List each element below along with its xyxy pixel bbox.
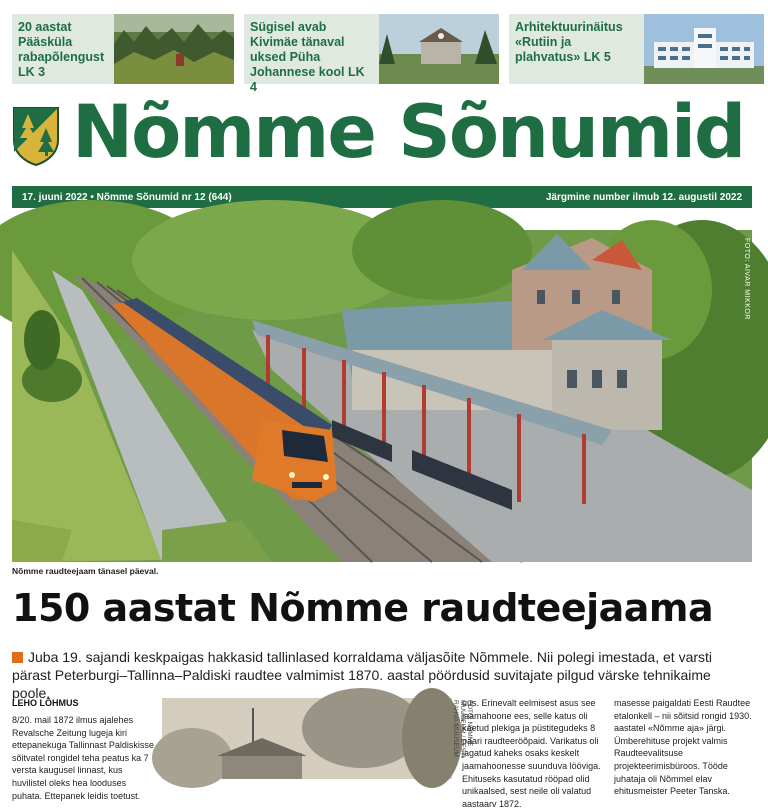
teaser-1[interactable] (12, 14, 234, 84)
teaser-strip (12, 14, 752, 94)
coat-of-arms-icon (12, 106, 60, 166)
teaser-1-text: 20 aastat Pääsküla rabapõlengust LK 3 (18, 20, 105, 79)
lede-marker-icon (12, 652, 23, 663)
masthead (12, 90, 752, 176)
photo-credit: FOTO: AIVAR MIKKOR (743, 238, 750, 320)
historic-photo-credit: FOTO: NÕMME MUUSEUM / EESTI RAHVA MUUSEUM (452, 700, 473, 758)
newspaper-title: Nõmme Sõnumid (72, 90, 745, 175)
teaser-2[interactable] (244, 14, 499, 94)
article-column-3: uus. Erinevalt eelmisest asus see jaamahoone ees, selle katus oli kaetud plekiga ja püstitegudeks 8 paari raudteeröõpaid. Varikatus oli jagatud kaheks osaks keskelt jaamahoonesse suunduva lööviga. Ehituseks kasutatud rööpad olid unikaalsed, sest neile oli valatud aastaarv 1872. (462, 698, 601, 809)
next-issue: Järgmine number ilmub 12. augustil 2022 (545, 191, 742, 203)
article-byline: LEHO LÕHMUS (12, 698, 79, 708)
photo-caption: Nõmme raudteejaam tänasel päeval. (12, 566, 159, 576)
historic-photo (162, 698, 452, 779)
issue-date: 17. juuni 2022 • Nõmme Sõnumid nr 12 (644) (22, 191, 232, 203)
article-column-4: masesse paigaldati Eesti Raudtee etalonkell – nii sõitsid rongid 1930. aastatel «Nõmme aja» järgi. Ümberehituse projekt valmis Raudteevalitsuse projekteerimisbüroos. Tööde juhataja oli Nõmmel elav ehitusmeister Peeter Tanska. (614, 698, 752, 797)
teaser-3-text: Arhitektuurinäitus «Rutiin ja plahvatus» LK 5 (515, 20, 623, 64)
lede-text: Juba 19. sajandi keskpaigas hakkasid tallinlased korraldama väljasõite Nõmmele. Nii polegi imestada, et varsti pärast Peterburgi–Tallinna–Paldiski raudtee valmimist 1870. aastal pöördusid suvitajate pilgud värske tehnikaime poole. (12, 649, 713, 701)
main-photo (12, 230, 752, 562)
teaser-3-image (644, 14, 764, 84)
teaser-2-text: Sügisel avab Kivimäe tänaval uksed Püha Johannese kool LK 4 (250, 20, 365, 94)
teaser-2-image (379, 14, 499, 84)
teaser-3[interactable] (509, 14, 764, 84)
teaser-1-image (114, 14, 234, 84)
article-headline: 150 aastat Nõmme raudteejaama (12, 586, 714, 630)
article-column-1: 8/20. mail 1872 ilmus ajalehes Revalsche Zeitung lugeja kiri ettepanekuga Tallinnast Paldiskisse sõitvatel rongidel teha peatus ka 7 versta kaugusel linnast, kus huvilistel oleks hea looduses puhata. Ettepanek leidis toetust. (12, 715, 154, 801)
